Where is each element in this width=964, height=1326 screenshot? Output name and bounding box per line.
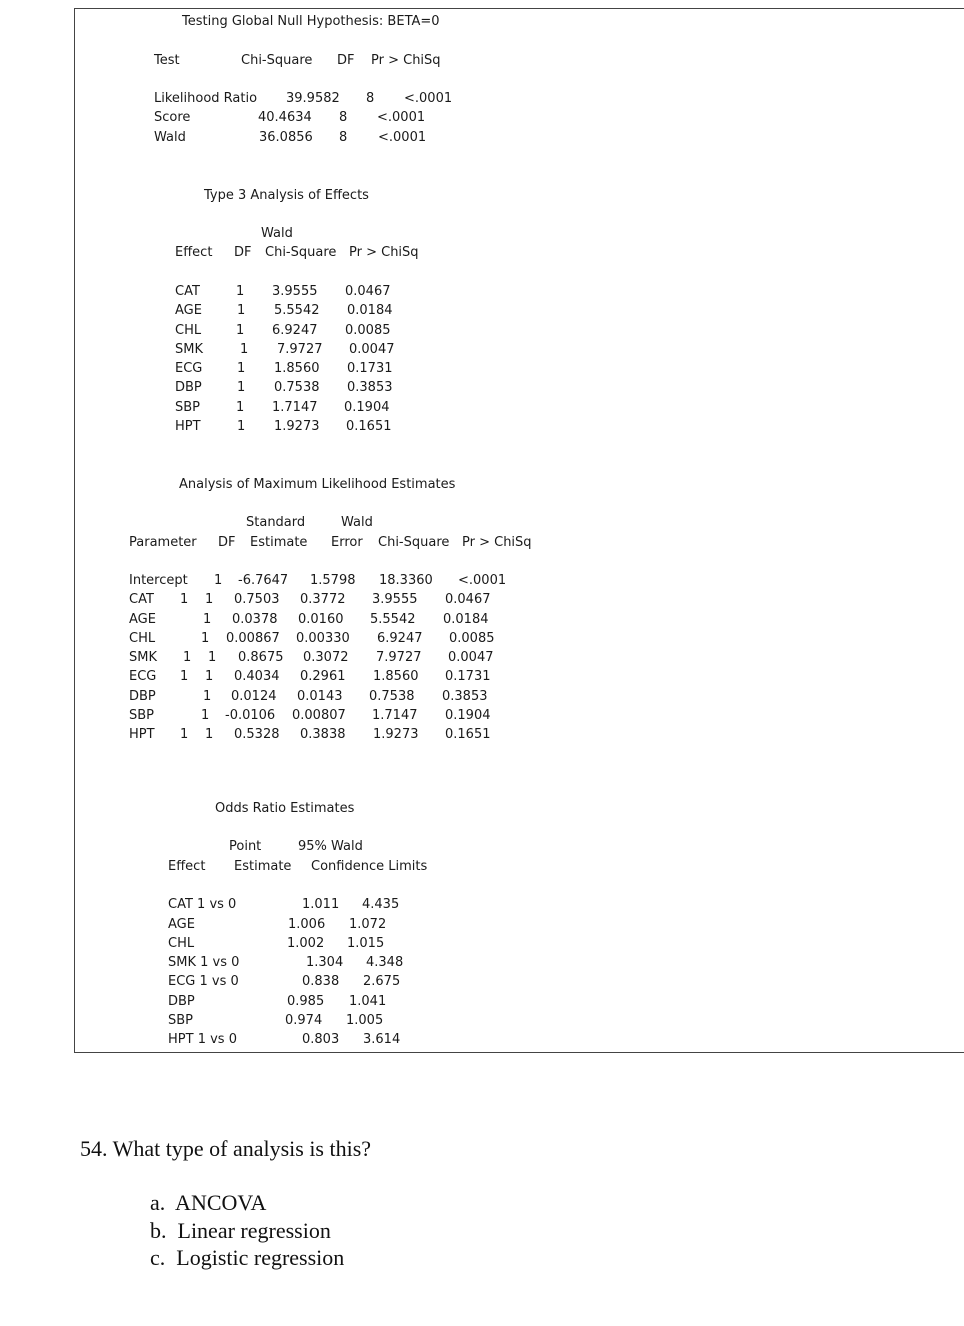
mle-cell: 1 (203, 689, 212, 704)
global-test-cell: 8 (339, 130, 348, 145)
global-test-cell: <.0001 (377, 110, 426, 125)
odds-header-limits: Confidence Limits (311, 859, 428, 874)
type3-cell: 0.0047 (349, 342, 395, 357)
global-test-cell: 8 (366, 91, 375, 106)
mle-cell: -0.0106 (225, 708, 276, 723)
mle-cell: AGE (129, 612, 156, 627)
type3-cell: SMK (175, 342, 203, 357)
mle-cell: 7.9727 (376, 650, 422, 665)
odds-cell: CAT 1 vs 0 (168, 897, 237, 912)
odds-cell: SBP (168, 1013, 194, 1028)
odds-cell: 1.002 (287, 936, 325, 951)
type3-cell: AGE (175, 303, 202, 318)
mle-cell: 1.7147 (372, 708, 418, 723)
mle-header-standard: Standard (246, 515, 306, 530)
frame-bottom-border (74, 1052, 964, 1053)
mle-cell: CHL (129, 631, 156, 646)
mle-cell: 1 (201, 708, 210, 723)
type3-cell: 1 (236, 400, 245, 415)
global-test-header-df: DF (337, 53, 355, 68)
type3-cell: 6.9247 (272, 323, 318, 338)
type3-cell: 0.0184 (347, 303, 393, 318)
frame-left-border (74, 8, 75, 1052)
type3-cell: 1 (240, 342, 249, 357)
mle-cell: 1 (205, 727, 214, 742)
type3-cell: 7.9727 (277, 342, 323, 357)
mle-cell: 0.7503 (234, 592, 280, 607)
type3-cell: 0.0467 (345, 284, 391, 299)
odds-cell: 1.041 (349, 994, 387, 1009)
mle-cell: 0.5328 (234, 727, 280, 742)
type3-cell: 0.0085 (345, 323, 391, 338)
mle-cell: 0.0467 (445, 592, 491, 607)
mle-cell: 0.0378 (232, 612, 278, 627)
mle-cell: ECG (129, 669, 157, 684)
mle-cell: 3.9555 (372, 592, 418, 607)
type3-cell: 0.1904 (344, 400, 390, 415)
mle-cell: DBP (129, 689, 156, 704)
mle-cell: CAT (129, 592, 154, 607)
mle-cell: 18.3360 (379, 573, 433, 588)
odds-header-point: Point (229, 839, 262, 854)
odds-cell: 0.985 (287, 994, 325, 1009)
odds-cell: AGE (168, 917, 195, 932)
mle-cell: 1 (214, 573, 223, 588)
type3-cell: 1 (237, 419, 246, 434)
type3-cell: 1.8560 (274, 361, 320, 376)
type3-cell: ECG (175, 361, 203, 376)
type3-cell: CHL (175, 323, 202, 338)
type3-cell: 0.1651 (346, 419, 392, 434)
global-test-cell: Wald (154, 130, 186, 145)
mle-cell: 0.0160 (298, 612, 344, 627)
type3-cell: 0.3853 (347, 380, 393, 395)
odds-cell: 4.348 (366, 955, 404, 970)
global-test-header-p: Pr > ChiSq (371, 53, 441, 68)
mle-cell: Intercept (129, 573, 188, 588)
odds-cell: DBP (168, 994, 195, 1009)
mle-cell: 1 (208, 650, 217, 665)
mle-cell: <.0001 (458, 573, 507, 588)
global-test-cell: 36.0856 (259, 130, 313, 145)
type3-cell: 0.7538 (274, 380, 320, 395)
mle-header-parameter: Parameter (129, 535, 197, 550)
mle-cell: 1 (201, 631, 210, 646)
mle-header-error: Error (331, 535, 363, 550)
mle-cell: 0.3853 (442, 689, 488, 704)
type3-cell: 1 (236, 323, 245, 338)
odds-cell: 2.675 (363, 974, 401, 989)
mle-cell: -6.7647 (238, 573, 289, 588)
odds-header-95wald: 95% Wald (298, 839, 363, 854)
mle-cell: 0.1651 (445, 727, 491, 742)
option-a: a. ANCOVA (150, 1190, 267, 1215)
mle-title: Analysis of Maximum Likelihood Estimates (179, 477, 456, 492)
odds-cell: 0.974 (285, 1013, 323, 1028)
option-c: c. Logistic regression (150, 1245, 345, 1270)
type3-cell: DBP (175, 380, 202, 395)
global-test-header-test: Test (154, 53, 180, 68)
odds-header-effect: Effect (168, 859, 206, 874)
odds-cell: 1.015 (347, 936, 385, 951)
type3-cell: CAT (175, 284, 200, 299)
frame-top-border (74, 8, 964, 9)
mle-cell: 0.2961 (300, 669, 346, 684)
type3-cell: 1 (236, 284, 245, 299)
mle-cell: 0.3072 (303, 650, 349, 665)
global-test-header-chisq: Chi-Square (241, 53, 313, 68)
odds-cell: 1.011 (302, 897, 340, 912)
global-test-cell: Likelihood Ratio (154, 91, 258, 106)
global-test-cell: 8 (339, 110, 348, 125)
mle-cell: 0.7538 (369, 689, 415, 704)
mle-cell: 1 (180, 669, 189, 684)
odds-cell: 1.072 (349, 917, 387, 932)
odds-cell: 3.614 (363, 1032, 401, 1047)
mle-cell: 0.0047 (448, 650, 494, 665)
global-test-cell: Score (154, 110, 191, 125)
odds-title: Odds Ratio Estimates (215, 801, 355, 816)
mle-cell: 1.5798 (310, 573, 356, 588)
mle-header-estimate: Estimate (250, 535, 308, 550)
odds-cell: 0.803 (302, 1032, 340, 1047)
type3-title: Type 3 Analysis of Effects (204, 188, 369, 203)
global-test-title: Testing Global Null Hypothesis: BETA=0 (182, 14, 440, 29)
mle-cell: 0.0085 (449, 631, 495, 646)
mle-cell: 1.9273 (373, 727, 419, 742)
odds-cell: 0.838 (302, 974, 340, 989)
global-test-cell: 40.4634 (258, 110, 312, 125)
global-test-cell: <.0001 (404, 91, 453, 106)
mle-cell: 6.9247 (377, 631, 423, 646)
mle-header-wald: Wald (341, 515, 373, 530)
type3-cell: 1 (237, 361, 246, 376)
option-b: b. Linear regression (150, 1218, 331, 1243)
odds-cell: SMK 1 vs 0 (168, 955, 240, 970)
mle-cell: 0.4034 (234, 669, 280, 684)
mle-cell: 1 (205, 669, 214, 684)
odds-cell: 1.006 (288, 917, 326, 932)
mle-cell: SMK (129, 650, 157, 665)
mle-cell: 0.0143 (297, 689, 343, 704)
type3-cell: 5.5542 (274, 303, 320, 318)
type3-header-chisq: Chi-Square (265, 245, 337, 260)
mle-cell: 5.5542 (370, 612, 416, 627)
mle-cell: 1 (183, 650, 192, 665)
type3-cell: 1 (237, 380, 246, 395)
odds-cell: 1.005 (346, 1013, 384, 1028)
type3-cell: 1 (237, 303, 246, 318)
type3-header-wald: Wald (261, 226, 293, 241)
mle-cell: 0.3772 (300, 592, 346, 607)
mle-cell: 0.3838 (300, 727, 346, 742)
type3-cell: SBP (175, 400, 201, 415)
mle-header-df: DF (218, 535, 236, 550)
mle-cell: 1 (180, 727, 189, 742)
type3-cell: HPT (175, 419, 201, 434)
mle-cell: 0.00807 (292, 708, 346, 723)
mle-cell: 1 (205, 592, 214, 607)
mle-header-chisq: Chi-Square (378, 535, 450, 550)
type3-header-df: DF (234, 245, 252, 260)
mle-cell: 1.8560 (373, 669, 419, 684)
mle-cell: 0.0184 (443, 612, 489, 627)
mle-cell: 0.0124 (231, 689, 277, 704)
mle-cell: 1 (180, 592, 189, 607)
odds-cell: 4.435 (362, 897, 400, 912)
mle-cell: SBP (129, 708, 155, 723)
global-test-cell: <.0001 (378, 130, 427, 145)
mle-cell: 0.8675 (238, 650, 284, 665)
mle-header-p: Pr > ChiSq (462, 535, 532, 550)
type3-cell: 1.7147 (272, 400, 318, 415)
mle-cell: HPT (129, 727, 155, 742)
type3-cell: 3.9555 (272, 284, 318, 299)
type3-cell: 0.1731 (347, 361, 393, 376)
mle-cell: 0.00867 (226, 631, 280, 646)
odds-cell: ECG 1 vs 0 (168, 974, 239, 989)
global-test-cell: 39.9582 (286, 91, 340, 106)
question-text: 54. What type of analysis is this? (80, 1136, 372, 1161)
odds-cell: CHL (168, 936, 195, 951)
mle-cell: 0.1904 (445, 708, 491, 723)
type3-cell: 1.9273 (274, 419, 320, 434)
odds-cell: HPT 1 vs 0 (168, 1032, 237, 1047)
type3-header-effect: Effect (175, 245, 213, 260)
odds-header-estimate: Estimate (234, 859, 292, 874)
mle-cell: 0.00330 (296, 631, 350, 646)
type3-header-p: Pr > ChiSq (349, 245, 419, 260)
mle-cell: 0.1731 (445, 669, 491, 684)
odds-cell: 1.304 (306, 955, 344, 970)
mle-cell: 1 (203, 612, 212, 627)
